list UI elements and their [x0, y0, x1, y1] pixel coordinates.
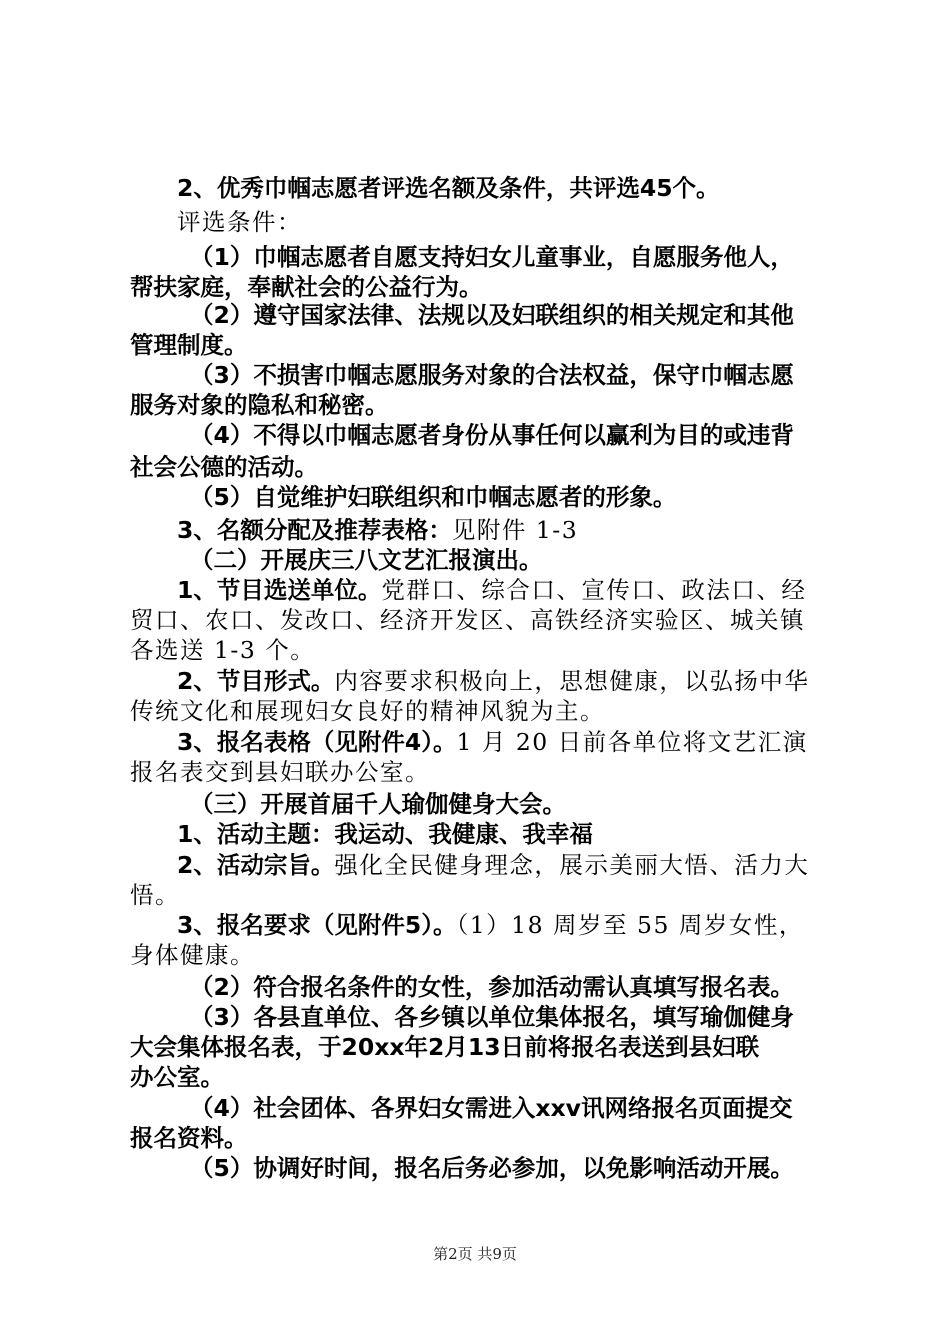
text-segment: （3）不损害巾帼志愿服务对象的合法权益，保守巾帼志愿 — [190, 361, 794, 389]
text-line — [177, 666, 809, 697]
text-segment: （3）各县直单位、各乡镇以单位集体报名，填写瑜伽健身 — [190, 1003, 794, 1031]
text-line — [130, 330, 248, 361]
text-line — [130, 1032, 759, 1063]
text-line — [177, 207, 302, 238]
text-segment: 服务对象的隐私和秘密。 — [130, 391, 389, 419]
text-line — [130, 940, 255, 971]
text-line — [177, 515, 578, 546]
text-segment: 传统文化和展现妇女良好的精神风貌为主。 — [130, 697, 605, 725]
text-line — [177, 727, 808, 758]
text-segment: 3、名额分配及推荐表格： — [177, 516, 452, 544]
text-line — [190, 545, 543, 576]
text-segment: 悟。 — [130, 881, 180, 909]
text-line — [130, 1062, 224, 1093]
text-line — [190, 482, 676, 513]
text-segment: 2、节目形式。 — [177, 667, 335, 695]
text-segment: 1、节目选送单位。 — [177, 576, 382, 604]
text-segment: 3、报名要求（见附件5）。 — [177, 911, 457, 939]
text-line — [130, 696, 605, 727]
text-line — [177, 910, 804, 941]
text-segment: 党群口、综合口、宣传口、政法口、经 — [381, 576, 807, 604]
text-segment: （1）巾帼志愿者自愿支持妇女儿童事业，自愿服务他人， — [190, 243, 794, 271]
text-line — [130, 1123, 248, 1154]
text-segment: 身体健康。 — [130, 941, 255, 969]
text-segment: 管理制度。 — [130, 331, 248, 359]
text-segment: 贸口、农口、发改口、经济开发区、高铁经济实验区、城关镇 — [130, 606, 805, 634]
text-segment: 3、报名表格（见附件4）。 — [177, 728, 457, 756]
text-segment: （二）开展庆三八文艺汇报演出。 — [190, 546, 543, 574]
text-segment: 大会集体报名表，于20xx年2月13日前将报名表送到县妇联 — [130, 1033, 760, 1061]
text-line — [190, 1002, 794, 1033]
text-segment: （4）不得以巾帼志愿者身份从事任何以赢利为目的或违背 — [190, 421, 794, 449]
text-segment: 2、优秀巾帼志愿者评选名额及条件，共评选45个。 — [177, 174, 720, 202]
text-line — [130, 605, 805, 636]
text-line — [130, 757, 430, 788]
text-segment: 报名资料。 — [130, 1124, 248, 1152]
text-line — [190, 420, 794, 451]
text-line — [190, 1153, 794, 1184]
text-segment: 强化全民健身理念，展示美丽大悟、活力大 — [334, 851, 810, 879]
text-segment: （2）遵守国家法律、法规以及妇联组织的相关规定和其他 — [190, 301, 794, 329]
text-segment: （5）自觉维护妇联组织和巾帼志愿者的形象。 — [190, 483, 677, 511]
text-segment: 1 月 20 日前各单位将文艺汇演 — [456, 728, 808, 756]
text-line — [190, 789, 566, 820]
text-segment: 各选送 1-3 个。 — [130, 636, 316, 664]
text-line — [130, 272, 483, 303]
text-line — [177, 819, 593, 850]
text-line — [130, 635, 315, 666]
page-footer: 第2页 共9页 — [433, 1245, 517, 1263]
text-segment: 帮扶家庭，奉献社会的公益行为。 — [130, 273, 483, 301]
text-segment: （三）开展首届千人瑜伽健身大会。 — [190, 790, 566, 818]
text-segment: 社会公德的活动。 — [130, 453, 318, 481]
text-line — [190, 300, 794, 331]
text-line — [190, 360, 794, 391]
text-segment: （2）符合报名条件的女性，参加活动需认真填写报名表。 — [190, 973, 794, 1001]
text-segment: 评选条件： — [177, 208, 302, 236]
text-line — [177, 575, 806, 606]
text-line — [130, 880, 180, 911]
text-line — [130, 390, 389, 421]
text-segment: 2、活动宗旨。 — [177, 851, 335, 879]
text-line — [177, 173, 720, 204]
text-segment: （5）协调好时间，报名后务必参加，以免影响活动开展。 — [190, 1154, 794, 1182]
text-segment: 报名表交到县妇联办公室。 — [130, 758, 430, 786]
text-segment: （1）18 周岁至 55 周岁女性， — [456, 911, 804, 939]
text-segment: （4）社会团体、各界妇女需进入xxv讯网络报名页面提交 — [190, 1094, 793, 1122]
text-line — [130, 452, 318, 483]
text-line — [190, 972, 794, 1003]
text-segment: 1、活动主题：我运动、我健康、我幸福 — [177, 820, 593, 848]
text-line — [177, 850, 809, 881]
text-segment: 办公室。 — [130, 1063, 224, 1091]
text-line — [190, 242, 794, 273]
text-line — [190, 1093, 793, 1124]
text-segment: 见附件 1-3 — [451, 516, 579, 544]
text-segment: 内容要求积极向上，思想健康，以弘扬中华 — [334, 667, 810, 695]
